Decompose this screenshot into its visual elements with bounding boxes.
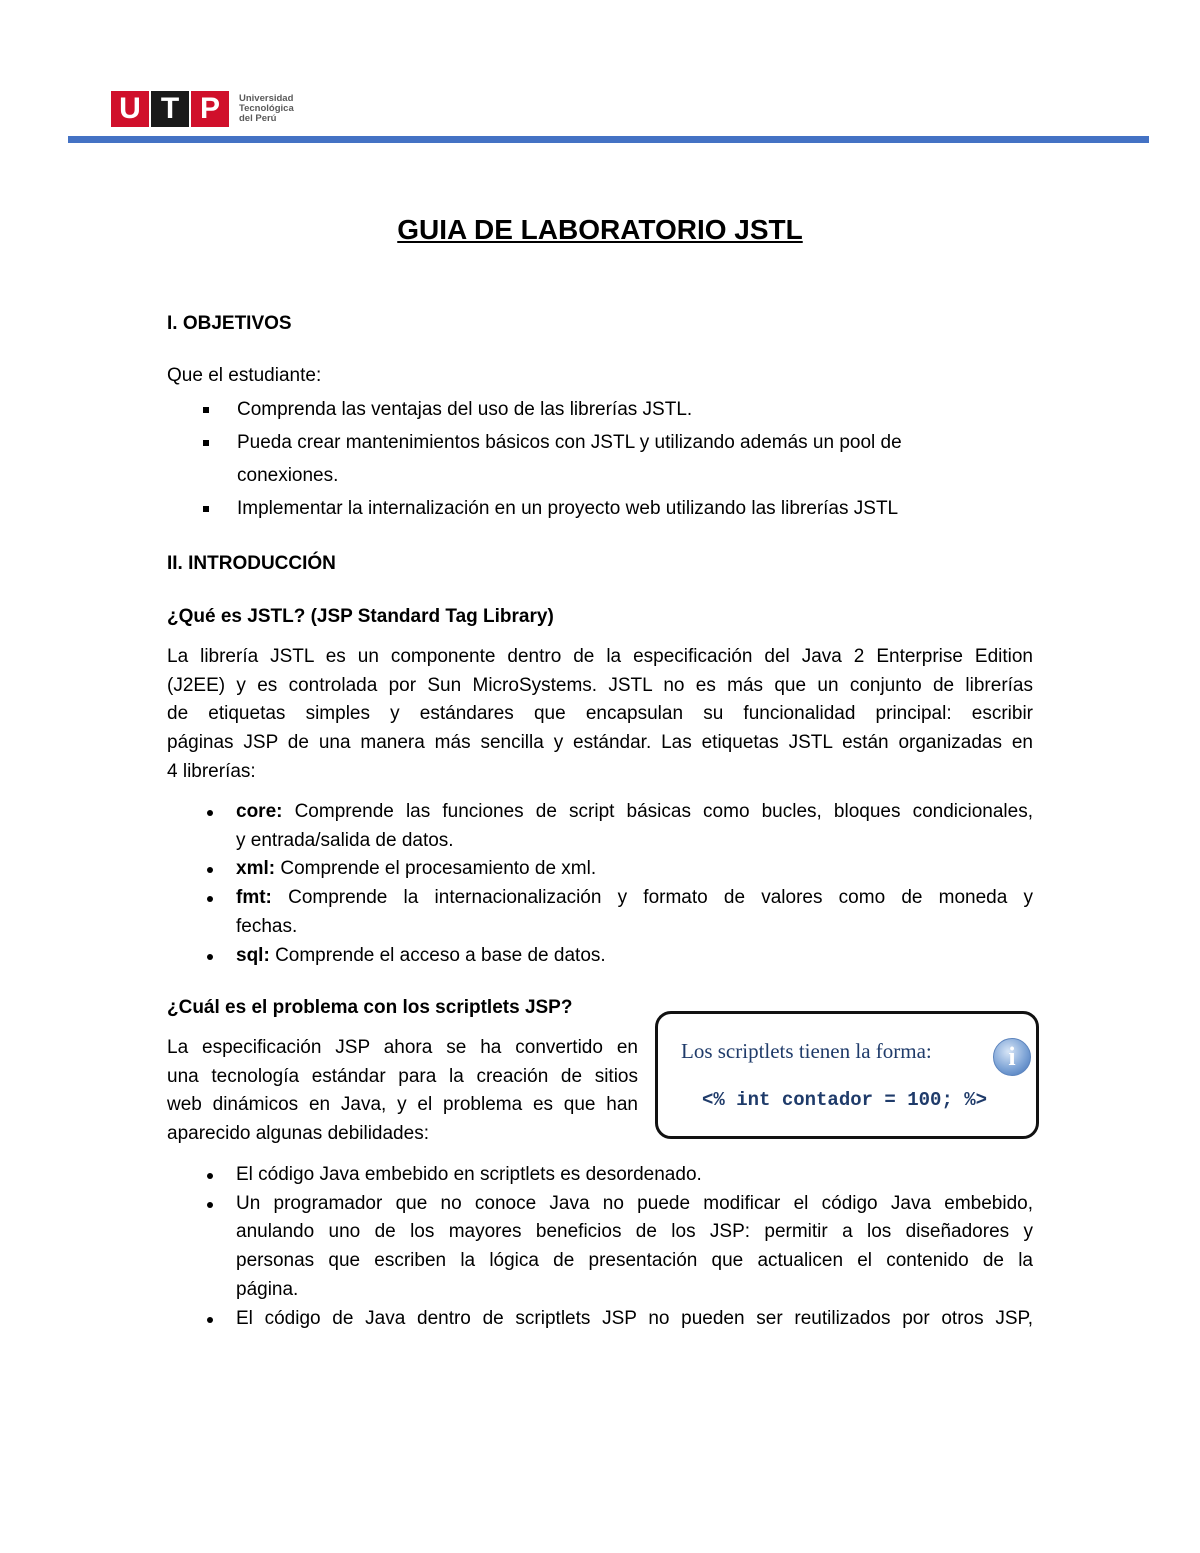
- list-item-text: Un programador que no conoce Java no puede modificar el código Java embebido,: [236, 1192, 1033, 1214]
- callout-title: Los scriptlets tienen la forma:: [681, 1039, 932, 1063]
- library-name: fmt:: [236, 887, 272, 909]
- list-item-text: El código de Java dentro de scriptlets JSP no pueden ser reutilizados por otros JSP,: [236, 1307, 1033, 1329]
- library-description: fechas.: [236, 915, 298, 937]
- list-item-text: personas que escriben la lógica de presentación que actualicen el contenido de la: [236, 1250, 1033, 1272]
- scriptlets-paragraph: [167, 1034, 638, 1149]
- library-name: sql:: [236, 944, 270, 966]
- info-icon: i: [993, 1038, 1031, 1076]
- logo-letter-p: P: [191, 91, 229, 127]
- subheading-scriptlets-problem: ¿Cuál es el problema con los scriptlets JSP?: [167, 997, 573, 1018]
- paragraph-line: La especificación JSP ahora se ha convertido en: [167, 1037, 638, 1058]
- paragraph-line: 4 librerías:: [167, 760, 256, 782]
- paragraph-line: web dinámicos en Java, y el problema es que han: [167, 1094, 638, 1116]
- logo-letter-u: U: [111, 91, 149, 127]
- library-description: Comprende la internacionalización y formato de valores como de moneda y: [288, 887, 1033, 909]
- list-item: Pueda crear mantenimientos básicos con JSTL y utilizando además un pool de: [200, 426, 1037, 459]
- list-item: Comprenda las ventajas del uso de las librerías JSTL.: [200, 393, 1037, 426]
- utp-logo: [111, 91, 294, 127]
- library-item-fmt: [200, 884, 1033, 941]
- document-title: GUIA DE LABORATORIO JSTL: [397, 214, 803, 245]
- paragraph-line: (J2EE) y es controlada por Sun MicroSystems. JSTL no es más que un conjunto de librerías: [167, 674, 1033, 696]
- logo-text-line: Tecnológica: [239, 103, 294, 114]
- paragraph-line: aparecido algunas debilidades:: [167, 1123, 429, 1145]
- list-item-text: El código Java embebido en scriptlets es desordenado.: [236, 1164, 702, 1185]
- logo-text-line: Universidad: [239, 93, 294, 104]
- paragraph-line: una tecnología estándar para la creación de sitios: [167, 1065, 638, 1087]
- subheading-what-is-jstl: ¿Qué es JSTL? (JSP Standard Tag Library): [167, 606, 554, 627]
- list-item: [200, 1305, 1033, 1334]
- library-name: core:: [236, 801, 283, 822]
- library-description: Comprende las funciones de script básicas como bucles, bloques condicionales,: [294, 801, 1033, 822]
- callout-code: <% int contador = 100; %>: [702, 1089, 988, 1111]
- logo-letter-t: T: [151, 91, 189, 127]
- libraries-list: [200, 798, 1033, 970]
- intro-paragraph: [167, 643, 1033, 786]
- list-item: Implementar la internalización en un proyecto web utilizando las librerías JSTL: [200, 492, 1037, 525]
- library-item-core: [200, 798, 1033, 855]
- scriptlet-form-callout: [655, 1011, 1039, 1139]
- paragraph-line: de etiquetas simples y estándares que encapsulan su funcionalidad principal: escribir: [167, 703, 1033, 725]
- library-item-sql: [200, 942, 1033, 971]
- section-heading-introduction: II. INTRODUCCIÓN: [167, 553, 336, 574]
- list-item: [200, 1190, 1033, 1305]
- objectives-intro: Que el estudiante:: [167, 365, 322, 386]
- logo-text: [239, 94, 294, 124]
- list-item-text: anulando uno de los mayores beneficios de los JSP: permitir a los diseñadores y: [236, 1221, 1033, 1243]
- library-item-xml: [200, 855, 1033, 884]
- list-item-text: página.: [236, 1278, 299, 1300]
- paragraph-line: páginas JSP de una manera más sencilla y estándar. Las etiquetas JSTL están organizadas en: [167, 732, 1033, 754]
- list-item: [200, 1161, 1033, 1190]
- library-description: Comprende el acceso a base de datos.: [275, 944, 606, 966]
- header-divider: [68, 136, 1149, 143]
- library-description: y entrada/salida de datos.: [236, 829, 454, 851]
- paragraph-line: La librería JSTL es un componente dentro de la especificación del Java 2 Enterprise Edition: [167, 646, 1033, 667]
- problems-list: [200, 1161, 1033, 1333]
- library-name: xml:: [236, 858, 276, 880]
- objectives-list: [200, 393, 1037, 525]
- list-item-continuation: conexiones.: [237, 465, 339, 486]
- section-heading-objectives: I. OBJETIVOS: [167, 313, 292, 334]
- logo-text-line: del Perú: [239, 113, 277, 124]
- library-description: Comprende el procesamiento de xml.: [280, 858, 597, 880]
